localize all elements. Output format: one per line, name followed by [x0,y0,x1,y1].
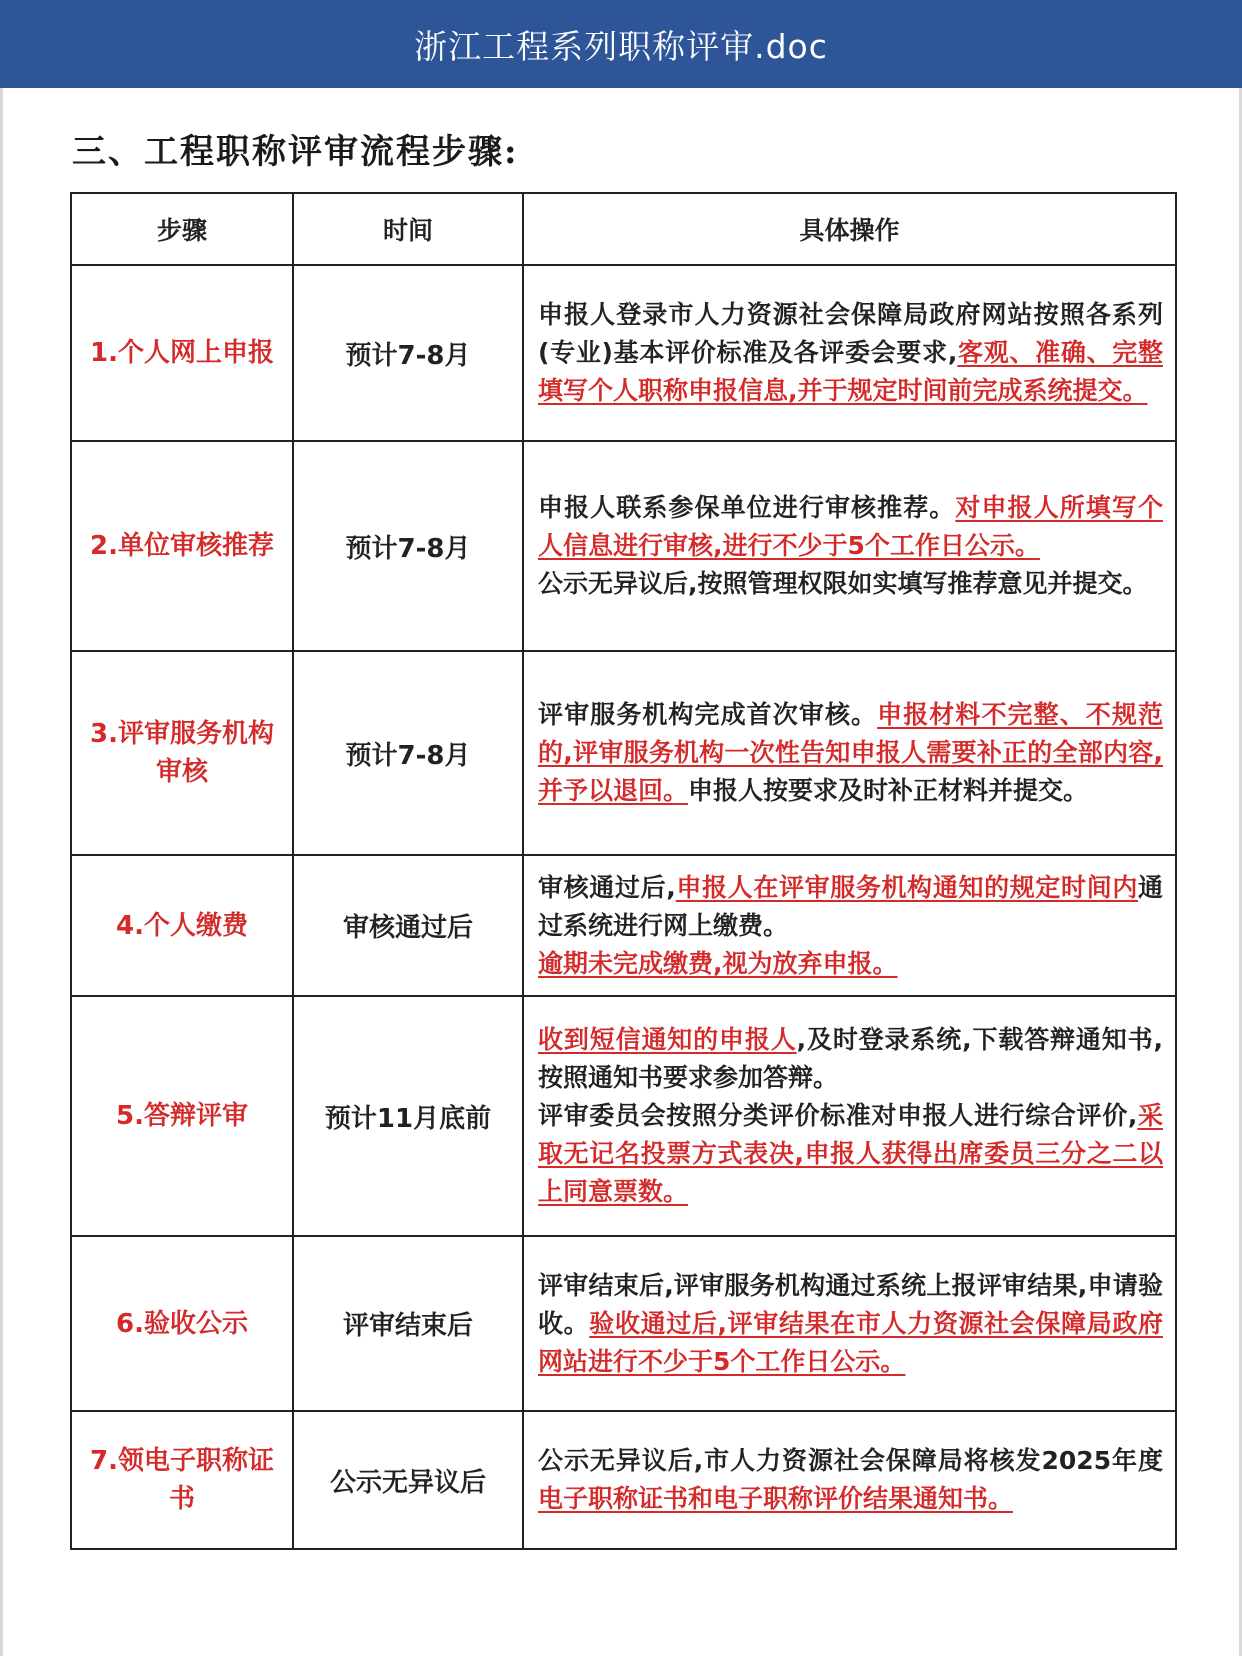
document-page [0,88,1242,1656]
operation-text: 审核通过后, [538,872,676,902]
table-row [71,265,1176,441]
step-name: 2.单位审核推荐 [71,441,293,651]
operation-text: 评审委员会按照分类评价标准对申报人进行综合评价, [538,1101,1138,1130]
operation-text: 公示无异议后,按照管理权限如实填写推荐意见并提交。 [538,569,1148,598]
table-row [71,651,1176,855]
highlighted-text: 电子职称证书和电子职称评价结果通知书。 [538,1484,1014,1513]
highlighted-text: 验收通过后,评审结果在市人力资源社会保障局政府网站进行不少于5个工作日公示。 [538,1308,1163,1376]
step-operations [523,996,1176,1236]
step-operations [523,265,1176,441]
step-operations [523,855,1176,996]
table-header-row [71,193,1176,265]
highlighted-text: 申报人在评审服务机构通知的规定时间内 [675,872,1138,902]
document-title-bar [0,0,1242,88]
operation-text: 通过系统进行网上缴费。 [538,872,1163,940]
operation-text: 申报人按要求及时补正材料并提交。 [688,776,1089,805]
operation-text: ,及时登录系统,下载答辩通知书,按照通知书要求参加答辩。 [538,1025,1163,1092]
section-heading: 三、工程职称评审流程步骤: [72,132,519,172]
header-time: 时间 [293,193,523,265]
highlighted-text: 收到短信通知的申报人 [538,1025,797,1054]
step-operations [523,1411,1176,1549]
process-table [70,192,1177,1550]
step-name: 3.评审服务机构审核 [71,651,293,855]
header-step: 步骤 [71,193,293,265]
highlighted-text: 逾期未完成缴费,视为放弃申报。 [538,948,898,978]
operation-text: 评审结束后,评审服务机构通过系统上报评审结果,申请验收。 [538,1270,1163,1338]
step-name: 7.领电子职称证书 [71,1411,293,1549]
header-operations: 具体操作 [523,193,1176,265]
step-name: 1.个人网上申报 [71,265,293,441]
step-name: 6.验收公示 [71,1236,293,1411]
step-time: 评审结束后 [293,1236,523,1411]
step-operations [523,1236,1176,1411]
step-name: 4.个人缴费 [71,855,293,996]
step-operations [523,441,1176,651]
step-time: 预计7-8月 [293,651,523,855]
step-time: 预计7-8月 [293,265,523,441]
highlighted-text: 客观、准确、完整填写个人职称申报信息,并于规定时间前完成系统提交。 [538,338,1163,405]
step-time: 预计7-8月 [293,441,523,651]
operation-text: 申报人登录市人力资源社会保障局政府网站按照各系列(专业)基本评价标准及各评委会要求, [538,300,1163,367]
step-time: 审核通过后 [293,855,523,996]
table-row [71,441,1176,651]
step-time: 公示无异议后 [293,1411,523,1549]
table-row [71,855,1176,996]
highlighted-text: 采取无记名投票方式表决,申报人获得出席委员三分之二以上同意票数。 [538,1101,1163,1206]
highlighted-text: 申报材料不完整、不规范的,评审服务机构一次性告知申报人需要补正的全部内容,并予以退回。 [538,700,1163,805]
document-title: 浙江工程系列职称评审.doc [414,26,828,66]
highlighted-text: 对申报人所填写个人信息进行审核,进行不少于5个工作日公示。 [538,493,1163,560]
step-time: 预计11月底前 [293,996,523,1236]
table-row [71,1236,1176,1411]
step-operations [523,651,1176,855]
operation-text: 评审服务机构完成首次审核。 [538,700,878,729]
table-row [71,1411,1176,1549]
operation-text: 公示无异议后,市人力资源社会保障局将核发2025年度 [538,1446,1163,1475]
step-name: 5.答辩评审 [71,996,293,1236]
table-row [71,996,1176,1236]
operation-text: 申报人联系参保单位进行审核推荐。 [538,493,956,522]
